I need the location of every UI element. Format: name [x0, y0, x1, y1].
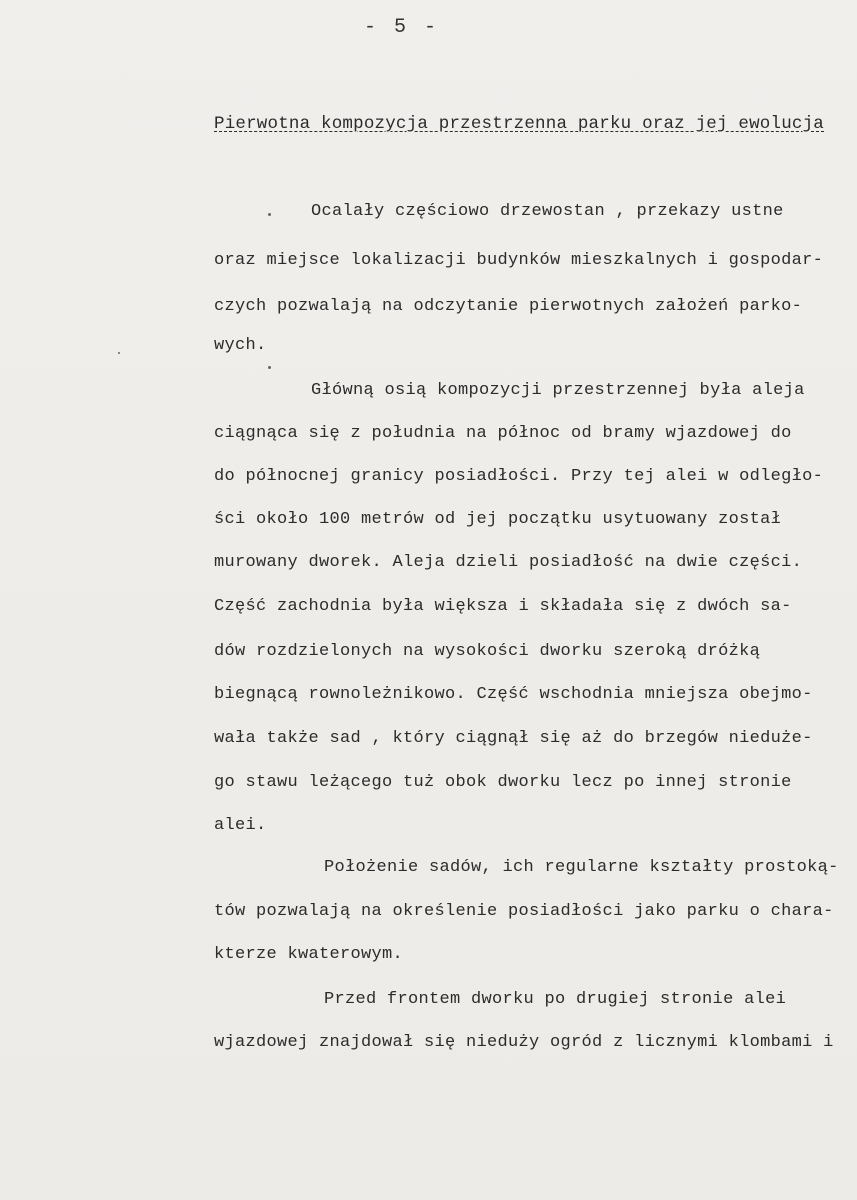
page-number: - 5 -: [364, 16, 440, 39]
text-line-18: kterze kwaterowym.: [214, 945, 404, 964]
text-line-19: Przed frontem dworku po drugiej stronie alei: [324, 990, 787, 1009]
text-line-8: ści około 100 metrów od jej początku usytuowany został: [214, 510, 782, 529]
text-line-4: wych.: [214, 336, 267, 355]
text-line-2: oraz miejsce lokalizacji budynków mieszkalnych i gospodar-: [214, 251, 824, 270]
text-line-11: dów rozdzielonych na wysokości dworku szeroką dróżką: [214, 642, 761, 661]
text-line-17: tów pozwalają na określenie posiadłości jako parku o chara-: [214, 902, 834, 921]
text-line-6: ciągnąca się z południa na północ od bramy wjazdowej do: [214, 424, 792, 443]
ink-speck: [268, 213, 271, 216]
text-line-13: wała także sad , który ciągnął się aż do brzegów nieduże-: [214, 729, 813, 748]
text-line-20: wjazdowej znajdował się nieduży ogród z licznymi klombami i: [214, 1033, 834, 1052]
text-line-3: czych pozwalają na odczytanie pierwotnych założeń parko-: [214, 297, 803, 316]
ink-speck: [118, 352, 120, 354]
text-line-12: biegnącą rownoleżnikowo. Część wschodnia mniejsza obejmo-: [214, 685, 813, 704]
text-line-1: Ocalały częściowo drzewostan , przekazy ustne: [311, 202, 784, 221]
text-line-16: Położenie sadów, ich regularne kształty prostoką-: [324, 858, 839, 877]
text-line-14: go stawu leżącego tuż obok dworku lecz po innej stronie: [214, 773, 792, 792]
section-heading: Pierwotna kompozycja przestrzenna parku oraz jej ewolucja: [214, 114, 824, 134]
text-line-5: Główną osią kompozycji przestrzennej była aleja: [311, 381, 805, 400]
text-line-15: alei.: [214, 816, 267, 835]
ink-speck: [268, 366, 271, 369]
text-line-10: Część zachodnia była większa i składała się z dwóch sa-: [214, 597, 792, 616]
text-line-9: murowany dworek. Aleja dzieli posiadłość na dwie części.: [214, 553, 803, 572]
text-line-7: do północnej granicy posiadłości. Przy tej alei w odległo-: [214, 467, 824, 486]
